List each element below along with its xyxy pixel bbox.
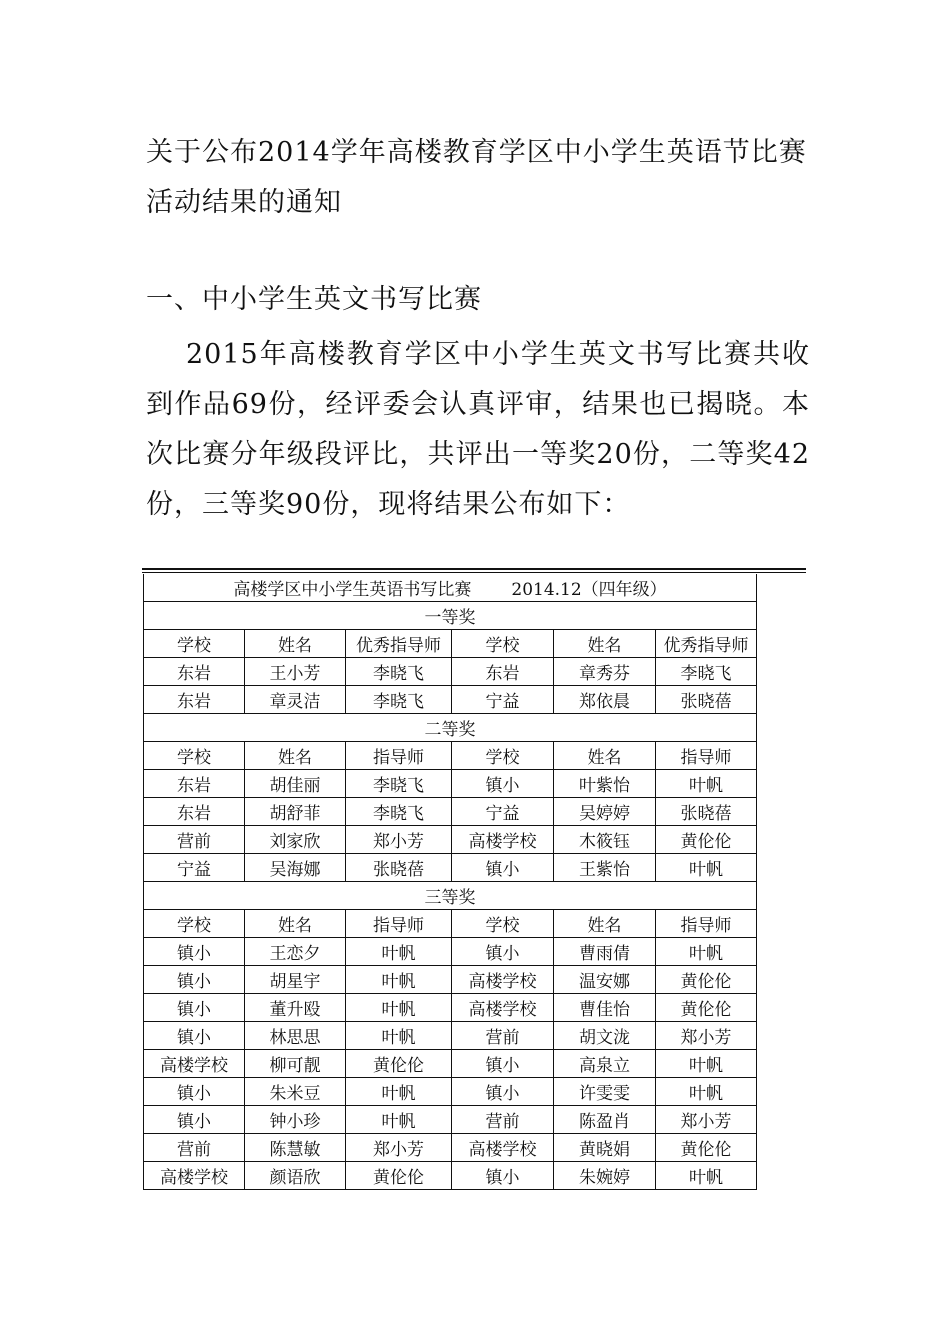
table-cell: 营前 bbox=[144, 1134, 245, 1162]
table-cell: 郑依晨 bbox=[554, 686, 656, 714]
table-cell: 叶帆 bbox=[656, 854, 757, 882]
table-cell: 东岩 bbox=[144, 798, 245, 826]
table-row bbox=[144, 658, 757, 686]
table-cell: 镇小 bbox=[144, 1078, 245, 1106]
table-cell: 高泉立 bbox=[554, 1050, 656, 1078]
table-cell: 李晓飞 bbox=[656, 658, 757, 686]
column-header: 姓名 bbox=[245, 910, 346, 938]
table-cell: 王恋夕 bbox=[245, 938, 346, 966]
table-cell: 董升殴 bbox=[245, 994, 346, 1022]
table-caption-date: 2014.12（四年级） bbox=[511, 580, 667, 600]
column-header: 学校 bbox=[144, 630, 245, 658]
column-header: 指导师 bbox=[656, 910, 757, 938]
table-cell: 黄伦伦 bbox=[656, 966, 757, 994]
column-header: 姓名 bbox=[245, 630, 346, 658]
table-cell: 宁益 bbox=[452, 798, 554, 826]
table-cell: 叶帆 bbox=[656, 1162, 757, 1190]
table-cell: 叶帆 bbox=[656, 1078, 757, 1106]
table-cell: 镇小 bbox=[452, 854, 554, 882]
table-cell: 叶帆 bbox=[656, 770, 757, 798]
table-cell: 高楼学校 bbox=[452, 966, 554, 994]
table-cell: 章秀芬 bbox=[554, 658, 656, 686]
table-cell: 温安娜 bbox=[554, 966, 656, 994]
table-cell: 叶帆 bbox=[346, 938, 452, 966]
table-row bbox=[144, 798, 757, 826]
table-cell: 郑小芳 bbox=[656, 1106, 757, 1134]
table-row bbox=[144, 686, 757, 714]
table-row bbox=[144, 1050, 757, 1078]
table-cell: 叶帆 bbox=[346, 1078, 452, 1106]
intro-paragraph: 2015年高楼教育学区中小学生英文书写比赛共收到作品69份，经评委会认真评审，结果也已揭晓。本次比赛分年级段评比，共评出一等奖20份，二等奖42份，三等奖90份，现将结果公布如下： bbox=[146, 339, 810, 520]
column-header: 指导师 bbox=[346, 742, 452, 770]
table-cell: 东岩 bbox=[452, 658, 554, 686]
table-cell: 镇小 bbox=[144, 994, 245, 1022]
table-row bbox=[144, 938, 757, 966]
table-cell: 郑小芳 bbox=[346, 1134, 452, 1162]
table-cell: 张晓蓓 bbox=[656, 798, 757, 826]
table-cell: 宁益 bbox=[452, 686, 554, 714]
table-cell: 镇小 bbox=[144, 966, 245, 994]
table-row bbox=[144, 1134, 757, 1162]
table-cell: 曹雨倩 bbox=[554, 938, 656, 966]
table-row bbox=[144, 1022, 757, 1050]
table-cell: 高楼学校 bbox=[452, 826, 554, 854]
table-cell: 郑小芳 bbox=[656, 1022, 757, 1050]
table-row bbox=[144, 854, 757, 882]
award-group-name: 二等奖 bbox=[144, 714, 757, 742]
table-row bbox=[144, 826, 757, 854]
column-header: 姓名 bbox=[554, 910, 656, 938]
table-cell: 朱米豆 bbox=[245, 1078, 346, 1106]
table-cell: 镇小 bbox=[452, 1078, 554, 1106]
table-top-rule bbox=[142, 568, 806, 570]
column-header: 优秀指导师 bbox=[656, 630, 757, 658]
table-caption-title: 高楼学区中小学生英语书写比赛 bbox=[233, 580, 472, 600]
table-caption bbox=[144, 574, 757, 602]
table-cell: 叶帆 bbox=[346, 1106, 452, 1134]
table-cell: 章灵洁 bbox=[245, 686, 346, 714]
table-cell: 叶紫怡 bbox=[554, 770, 656, 798]
section-heading: 一、中小学生英文书写比赛 bbox=[146, 284, 482, 315]
column-header: 姓名 bbox=[554, 630, 656, 658]
table-cell: 木筱钰 bbox=[554, 826, 656, 854]
table-cell: 叶帆 bbox=[656, 938, 757, 966]
table-cell: 镇小 bbox=[452, 770, 554, 798]
table-cell: 镇小 bbox=[452, 1162, 554, 1190]
award-group-row bbox=[144, 714, 757, 742]
table-cell: 东岩 bbox=[144, 770, 245, 798]
table-cell: 黄伦伦 bbox=[346, 1162, 452, 1190]
table-cell: 高楼学校 bbox=[144, 1162, 245, 1190]
table-cell: 李晓飞 bbox=[346, 798, 452, 826]
table-cell: 刘家欣 bbox=[245, 826, 346, 854]
table-cell: 镇小 bbox=[144, 938, 245, 966]
table-cell: 郑小芳 bbox=[346, 826, 452, 854]
table-cell: 胡文泷 bbox=[554, 1022, 656, 1050]
table-cell: 张晓蓓 bbox=[656, 686, 757, 714]
table-row bbox=[144, 770, 757, 798]
table-cell: 镇小 bbox=[452, 1050, 554, 1078]
table-cell: 钟小珍 bbox=[245, 1106, 346, 1134]
table-cell: 营前 bbox=[452, 1022, 554, 1050]
column-header: 学校 bbox=[144, 742, 245, 770]
table-cell: 高楼学校 bbox=[144, 1050, 245, 1078]
column-header: 姓名 bbox=[245, 742, 346, 770]
table-row bbox=[144, 1162, 757, 1190]
table-cell: 颜语欣 bbox=[245, 1162, 346, 1190]
table-cell: 李晓飞 bbox=[346, 686, 452, 714]
column-header-row bbox=[144, 742, 757, 770]
table-cell: 陈盈肖 bbox=[554, 1106, 656, 1134]
table-row bbox=[144, 966, 757, 994]
table-cell: 叶帆 bbox=[656, 1050, 757, 1078]
table-cell: 高楼学校 bbox=[452, 994, 554, 1022]
table-cell: 李晓飞 bbox=[346, 658, 452, 686]
table-cell: 吴婷婷 bbox=[554, 798, 656, 826]
table-cell: 宁益 bbox=[144, 854, 245, 882]
table-caption-row bbox=[144, 574, 757, 602]
table-row bbox=[144, 1078, 757, 1106]
table-cell: 镇小 bbox=[144, 1022, 245, 1050]
table-top-rule-thin bbox=[142, 572, 806, 573]
table-cell: 东岩 bbox=[144, 658, 245, 686]
table-cell: 张晓蓓 bbox=[346, 854, 452, 882]
table-cell: 朱婉婷 bbox=[554, 1162, 656, 1190]
column-header: 优秀指导师 bbox=[346, 630, 452, 658]
table-cell: 叶帆 bbox=[346, 1022, 452, 1050]
table-cell: 李晓飞 bbox=[346, 770, 452, 798]
table-cell: 营前 bbox=[452, 1106, 554, 1134]
table-cell: 东岩 bbox=[144, 686, 245, 714]
table-cell: 叶帆 bbox=[346, 994, 452, 1022]
column-header-row bbox=[144, 630, 757, 658]
table-cell: 营前 bbox=[144, 826, 245, 854]
table-cell: 黄伦伦 bbox=[656, 994, 757, 1022]
table-cell: 胡佳丽 bbox=[245, 770, 346, 798]
table-cell: 黄伦伦 bbox=[656, 1134, 757, 1162]
column-header: 学校 bbox=[452, 630, 554, 658]
column-header: 学校 bbox=[452, 910, 554, 938]
table-cell: 黄伦伦 bbox=[346, 1050, 452, 1078]
award-group-row bbox=[144, 882, 757, 910]
table-cell: 镇小 bbox=[452, 938, 554, 966]
table-cell: 镇小 bbox=[144, 1106, 245, 1134]
table-cell: 柳可靓 bbox=[245, 1050, 346, 1078]
results-table bbox=[143, 574, 757, 1190]
table-cell: 许雯雯 bbox=[554, 1078, 656, 1106]
table-cell: 王紫怡 bbox=[554, 854, 656, 882]
document-title: 关于公布2014学年高楼教育学区中小学生英语节比赛活动结果的通知 bbox=[146, 137, 807, 218]
column-header: 指导师 bbox=[656, 742, 757, 770]
table-cell: 叶帆 bbox=[346, 966, 452, 994]
award-group-name: 一等奖 bbox=[144, 602, 757, 630]
results-table-body bbox=[144, 574, 757, 1190]
table-cell: 吴海娜 bbox=[245, 854, 346, 882]
award-group-name: 三等奖 bbox=[144, 882, 757, 910]
column-header: 学校 bbox=[452, 742, 554, 770]
award-group-row bbox=[144, 602, 757, 630]
table-cell: 王小芳 bbox=[245, 658, 346, 686]
table-cell: 高楼学校 bbox=[452, 1134, 554, 1162]
table-cell: 林思思 bbox=[245, 1022, 346, 1050]
column-header: 指导师 bbox=[346, 910, 452, 938]
table-row bbox=[144, 1106, 757, 1134]
table-cell: 曹佳怡 bbox=[554, 994, 656, 1022]
table-cell: 黄伦伦 bbox=[656, 826, 757, 854]
column-header: 姓名 bbox=[554, 742, 656, 770]
table-cell: 黄晓娟 bbox=[554, 1134, 656, 1162]
table-cell: 胡舒菲 bbox=[245, 798, 346, 826]
table-row bbox=[144, 994, 757, 1022]
table-cell: 陈慧敏 bbox=[245, 1134, 346, 1162]
table-cell: 胡星宇 bbox=[245, 966, 346, 994]
column-header-row bbox=[144, 910, 757, 938]
column-header: 学校 bbox=[144, 910, 245, 938]
